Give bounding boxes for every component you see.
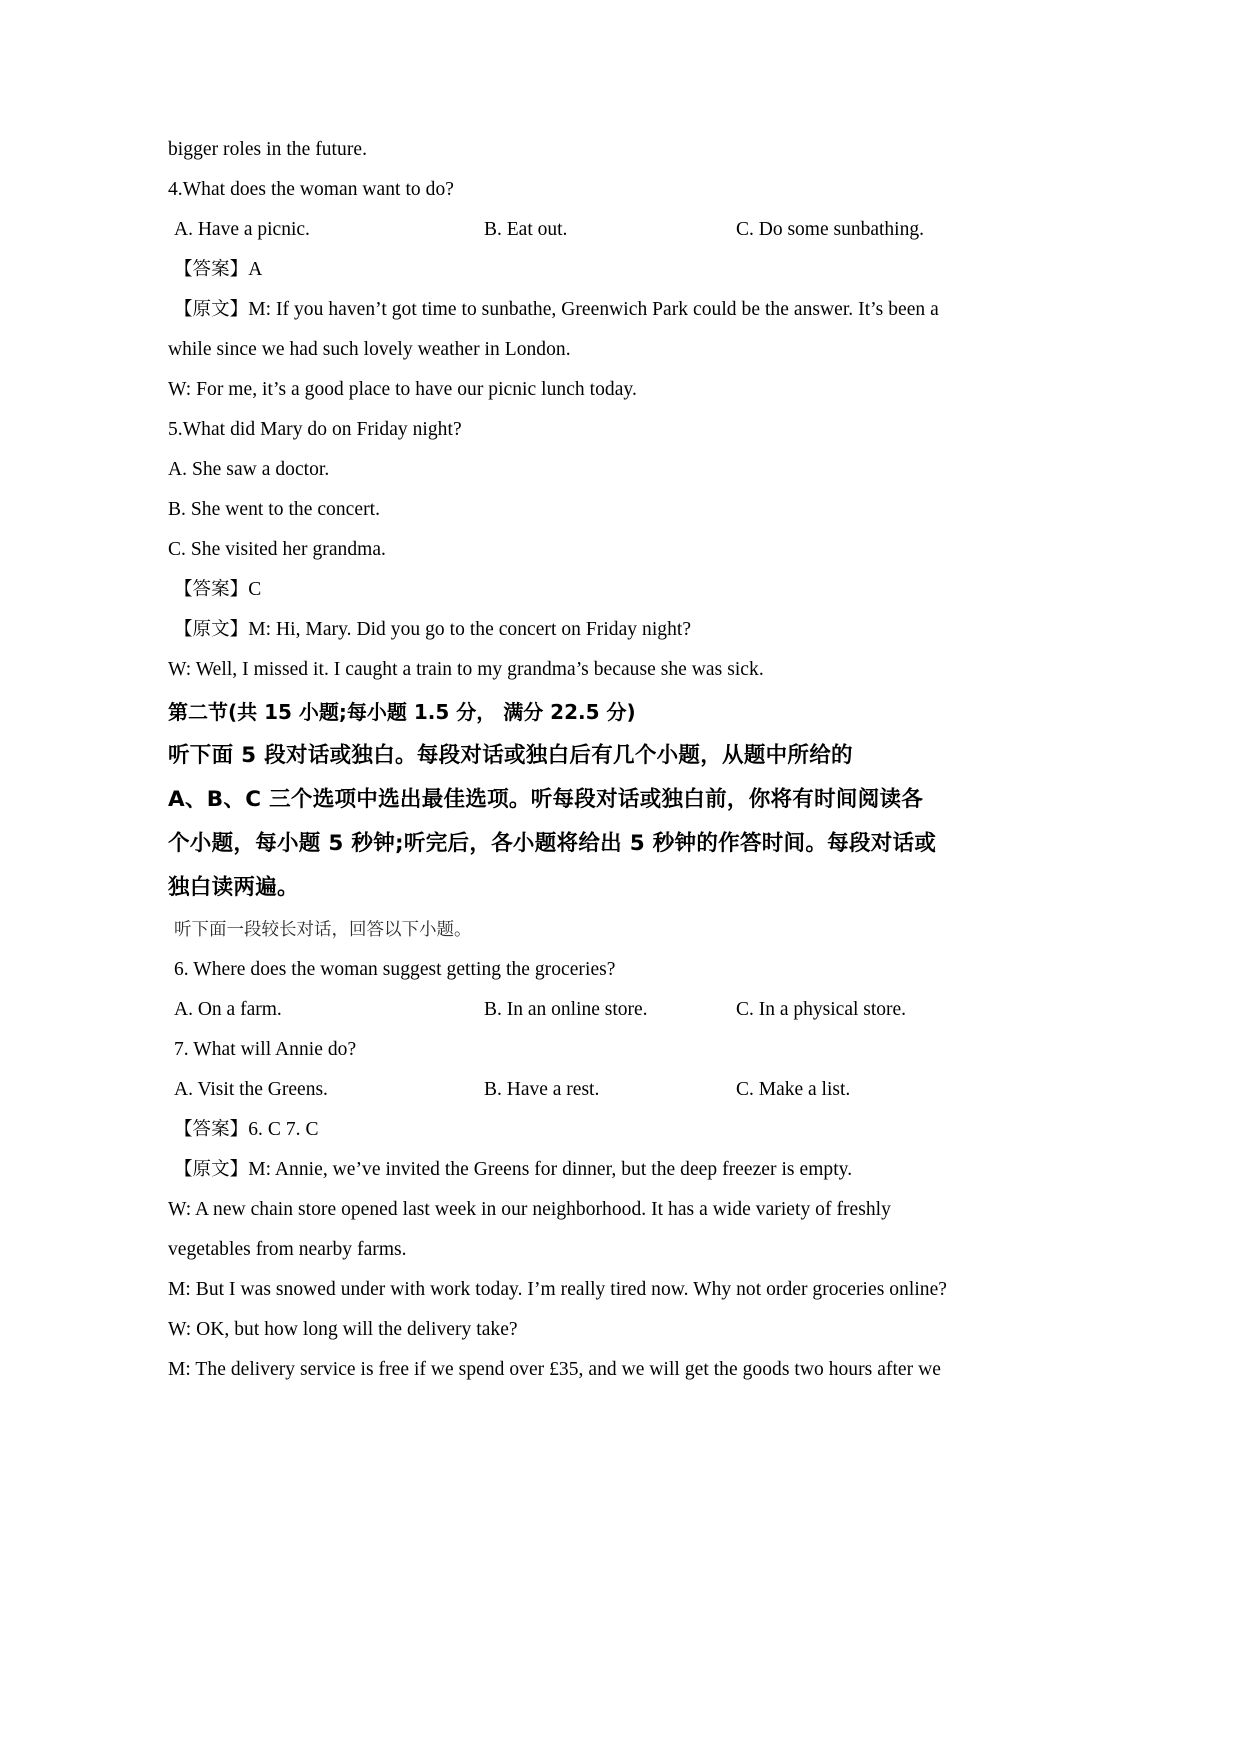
section-two-heading bbox=[168, 690, 1122, 734]
question-7-options bbox=[168, 1070, 1128, 1110]
answer-marker: 【答案】 bbox=[174, 1119, 249, 1140]
question-7-option-a: A. Visit the Greens. bbox=[174, 1079, 328, 1100]
answer-marker: 【答案】 bbox=[174, 259, 249, 280]
section-two-script-line-3: vegetables from nearby farms. bbox=[168, 1239, 407, 1260]
script-text: M: If you haven’t got time to sunbathe, Greenwich Park could be the answer. It’s been a bbox=[248, 299, 939, 320]
section-two-answer-value: 6. C 7. C bbox=[248, 1119, 319, 1140]
script-text: M: Annie, we’ve invited the Greens for dinner, but the deep freezer is empty. bbox=[248, 1159, 853, 1180]
question-6-option-a: A. On a farm. bbox=[174, 999, 282, 1020]
question-4-script-line-1 bbox=[168, 290, 1122, 330]
question-4-option-a: A. Have a picnic. bbox=[174, 219, 310, 240]
question-7-stem: 7. What will Annie do? bbox=[174, 1039, 357, 1060]
section-two-instruction-line-4: 独白读两遍。 bbox=[168, 875, 299, 900]
question-7-option-b: B. Have a rest. bbox=[484, 1079, 600, 1100]
section-two-script-line-6: M: The delivery service is free if we spend over £35, and we will get the goods two hours after we bbox=[168, 1359, 941, 1380]
question-5-option-c: C. She visited her grandma. bbox=[168, 539, 386, 560]
question-7-option-c: C. Make a list. bbox=[736, 1079, 851, 1100]
question-5-option-b: B. She went to the concert. bbox=[168, 499, 381, 520]
question-4-script-line-3: W: For me, it’s a good place to have our picnic lunch today. bbox=[168, 379, 637, 400]
section-two-script-line-5: W: OK, but how long will the delivery take? bbox=[168, 1319, 518, 1340]
question-4-script-line-2: while since we had such lovely weather in London. bbox=[168, 339, 571, 360]
section-two-script-line-1 bbox=[168, 1150, 1122, 1190]
question-6-option-b: B. In an online store. bbox=[484, 999, 648, 1020]
question-4-stem: 4.What does the woman want to do? bbox=[168, 179, 454, 200]
question-5-script-line-1 bbox=[168, 610, 1122, 650]
question-6-options bbox=[168, 990, 1128, 1030]
section-two-heading-text: 第二节(共 15 小题;每小题 1.5 分， 满分 22.5 分) bbox=[168, 700, 636, 724]
script-marker: 【原文】 bbox=[174, 299, 249, 320]
script-text: M: Hi, Mary. Did you go to the concert on Friday night? bbox=[248, 619, 692, 640]
question-4-option-b: B. Eat out. bbox=[484, 219, 568, 240]
continued-sentence: bigger roles in the future. bbox=[168, 139, 367, 160]
section-two-script-line-4: M: But I was snowed under with work today. I’m really tired now. Why not order groceries online? bbox=[168, 1279, 948, 1300]
question-6-stem: 6. Where does the woman suggest getting the groceries? bbox=[174, 959, 616, 980]
script-marker: 【原文】 bbox=[174, 1159, 249, 1180]
script-marker: 【原文】 bbox=[174, 619, 249, 640]
question-5-script-line-2: W: Well, I missed it. I caught a train to my grandma’s because she was sick. bbox=[168, 659, 764, 680]
section-two-answer-line bbox=[168, 1110, 1122, 1150]
answer-marker: 【答案】 bbox=[174, 579, 249, 600]
question-4-option-c: C. Do some sunbathing. bbox=[736, 219, 924, 240]
question-4-answer-line bbox=[168, 250, 1122, 290]
section-two-instruction-line-1: 听下面 5 段对话或独白。每段对话或独白后有几个小题，从题中所给的 bbox=[168, 743, 853, 768]
section-two-instruction-line-3: 个小题，每小题 5 秒钟;听完后，各小题将给出 5 秒钟的作答时间。每段对话或 bbox=[168, 831, 937, 856]
question-4-answer-value: A bbox=[248, 259, 263, 280]
section-two-sub-instruction: 听下面一段较长对话，回答以下小题。 bbox=[174, 920, 472, 940]
question-5-option-a: A. She saw a doctor. bbox=[168, 459, 330, 480]
question-5-stem: 5.What did Mary do on Friday night? bbox=[168, 419, 462, 440]
question-6-option-c: C. In a physical store. bbox=[736, 999, 907, 1020]
question-5-answer-line bbox=[168, 570, 1122, 610]
section-two-instruction-line-2: A、B、C 三个选项中选出最佳选项。听每段对话或独白前，你将有时间阅读各 bbox=[168, 787, 924, 812]
question-4-options bbox=[168, 210, 1128, 250]
question-5-answer-value: C bbox=[248, 579, 262, 600]
section-two-script-line-2: W: A new chain store opened last week in our neighborhood. It has a wide variety of freshly bbox=[168, 1199, 891, 1220]
